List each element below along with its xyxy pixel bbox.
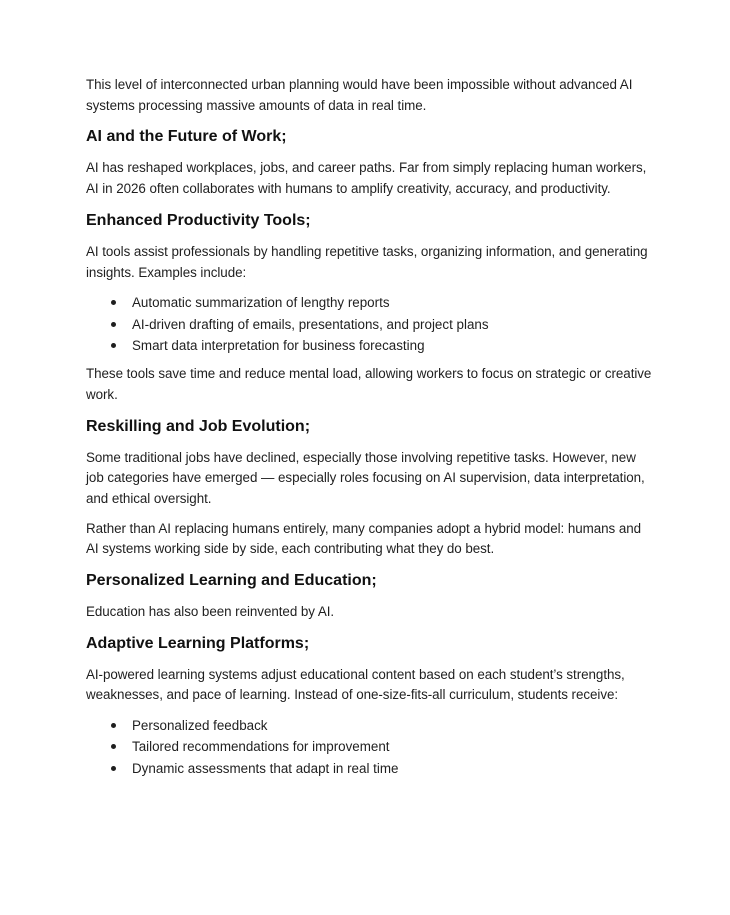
document-page [86, 75, 656, 779]
paragraph-reskilling: Some traditional jobs have declined, especially those involving repetitive tasks. However, new job categories have emerged — especially roles focusing on AI supervision, data interpretation, and ethical oversight. [86, 449, 645, 506]
heading-future-of-work: AI and the Future of Work; [86, 128, 287, 146]
bullet-icon [111, 744, 116, 749]
list-item [86, 715, 656, 736]
list-item-text: Dynamic assessments that adapt in real time [132, 760, 399, 776]
paragraph-tools-benefit: These tools save time and reduce mental load, allowing workers to focus on strategic or creative work. [86, 366, 652, 402]
bullet-icon [111, 322, 116, 327]
heading-reskilling: Reskilling and Job Evolution; [86, 417, 311, 435]
productivity-examples-list [86, 292, 656, 356]
paragraph-productivity-tools: AI tools assist professionals by handling repetitive tasks, organizing information, and generating insights. Examples include: [86, 243, 648, 280]
list-item-text: Personalized feedback [132, 718, 268, 734]
list-item-text: Automatic summarization of lengthy reports [132, 295, 390, 311]
heading-adaptive-learning: Adaptive Learning Platforms; [86, 634, 310, 652]
list-item [86, 292, 656, 313]
list-item [86, 736, 656, 757]
bullet-icon [111, 343, 116, 348]
bullet-icon [111, 300, 116, 305]
heading-productivity-tools: Enhanced Productivity Tools; [86, 211, 311, 229]
list-item-text: AI-driven drafting of emails, presentations, and project plans [132, 316, 489, 332]
paragraph-education: Education has also been reinvented by AI. [86, 604, 335, 620]
list-item [86, 758, 656, 779]
paragraph-future-of-work: AI has reshaped workplaces, jobs, and career paths. Far from simply replacing human workers, AI in 2026 often collaborates with humans to amplify creativity, accuracy, and productivity. [86, 160, 647, 197]
list-item [86, 335, 656, 356]
paragraph-adaptive-learning: AI-powered learning systems adjust educational content based on each student’s strengths, weaknesses, and pace of learning. Instead of one-size-fits-all curriculum, students receive: [86, 666, 625, 703]
list-item-text: Tailored recommendations for improvement [132, 739, 390, 755]
list-item [86, 314, 656, 335]
intro-paragraph: This level of interconnected urban planning would have been impossible without advanced AI systems processing massive amounts of data in real time. [86, 77, 633, 113]
adaptive-learning-list [86, 715, 656, 779]
bullet-icon [111, 723, 116, 728]
heading-personalized-learning: Personalized Learning and Education; [86, 572, 377, 590]
bullet-icon [111, 766, 116, 771]
list-item-text: Smart data interpretation for business forecasting [132, 337, 425, 353]
paragraph-hybrid-model: Rather than AI replacing humans entirely, many companies adopt a hybrid model: humans and AI systems working side by side, each contributing what they do best. [86, 520, 642, 557]
